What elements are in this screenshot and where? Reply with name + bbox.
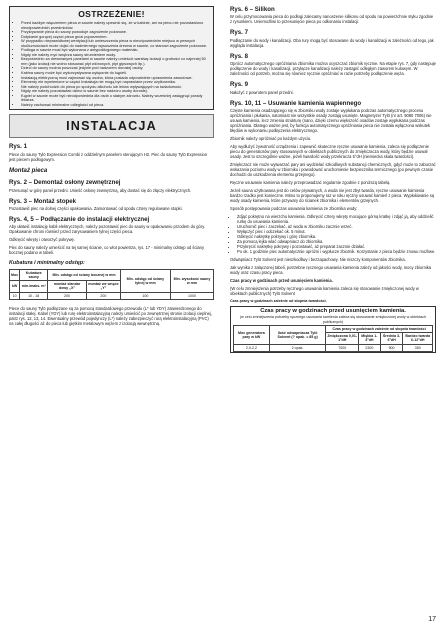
czas-table — [233, 325, 433, 352]
left-column — [9, 6, 214, 329]
rys45-text1: Aby ułatwić instalację kabli elektrycznych, należy pozostawić piec do sauny w opakowaniu przodem do góry. Opakowanie chroni również przed zarysowaniem tylnej części pieca. — [9, 224, 206, 235]
rys45-heading: Rys. 4, 5 – Podłączanie do instalacji elektrycznej — [9, 216, 150, 224]
rys9-heading: Rys. 9 — [230, 81, 248, 89]
table-header-sciana-tylna: Min. odstęp od ściany tylnej w mm — [120, 269, 170, 292]
rys1-text: Piece do sauny Tylö Expression Combi z oddzielnym panelem sterującym H2. Piec do sauny Tylö Expression jest piecem podłogowym. — [9, 151, 208, 162]
czas-cell: 7000 — [326, 344, 359, 351]
warning-list — [14, 21, 209, 107]
rys8-heading: Rys. 8 — [230, 52, 248, 60]
method-step: • Zdjąć pokrętno na wierzchu kamienia. Odkręcić cztery wkręty mocujące górną kratkę i zdjąć ją, aby oddzielić rurkę do usuwania kamienia. — [237, 214, 436, 224]
czas-cell: 2,0-2,2 — [234, 344, 270, 351]
rys1011-heading: Rys. 10, 11 – Usuwanie kamienia wapiennego — [230, 99, 362, 107]
czas-sub-twarda: Bardzo twarda 6-12°dH — [403, 333, 433, 344]
method-step: • Przykręcić nakrętkę pokrywy i pozostawić, aż preparat zacznie działać. — [237, 244, 436, 249]
czas-text: (W celu zmniejszenia potrzeby ręcznego usuwania kamienia zaleca się stosowanie zmiękczonej wody w obiektach publicznych) Tylö Solvent — [230, 286, 419, 297]
table-cell: 200 — [86, 292, 120, 299]
rys6-heading: Rys. 6 – Silikon — [230, 6, 275, 13]
czas-cell: 2300 — [359, 344, 381, 351]
method-step: • Uruchomić piec i zaczekać, aż woda w zbiorniku zacznie wrzeć. — [237, 224, 436, 229]
warning-item: • Bezpośrednio za drewnianymi panelami w saunie należy umieścić warstwę izolacji o grubości co najmniej 50 mm (jako izolacji nie wolno stosować płyt wiórowych, płyt gipsowych itp.). — [21, 57, 209, 66]
czas-header-ilosc: Ilość odwapniacza Tylö Solvent (? opak. = 85 g) — [269, 326, 325, 345]
rys2-text: Przesunąć w górę panel przedni. Unieść osłonę zewnętrzną, aby dostać się do złączy elektrycznych. — [9, 187, 192, 193]
czas-title: Czas pracy w godzinach przed usunięciem kamienia. — [230, 278, 333, 284]
method-step: • Za pomocą lejka wlać odwapniacz do zbiornika. — [237, 239, 436, 244]
warning-item: • Nie należy podchodzić do pieca po spożyciu alkoholu lub leków wpływających na świadomość. — [21, 85, 209, 90]
warning-item: • Przed każdym włączeniem pieca w saunie należy upewnić się, że w kabinie, ani na piecu nie pozostawiono nieodpowiednich przedmiotów. — [21, 21, 209, 30]
installation-bottom-text: Piece do sauny Tylö podłączane są za pomocą standardowego przewodu (L* lub YDY) zatwierdzonego do instalacji stałej. Kabel (YDY) lub rurę elektroinstalacyjną należy umieścić po zewnętrznej stronie izolacji cieplnej, patrz rys. 12, 13, 14. Ewentualny przewód pojedynczy (L*) należy zabezpieczyć rurą elektroinstalacyjną (PVC) na całej długości aż do pieca lub giętkim metalowym wężem z izolacją wewnętrzną. — [9, 305, 212, 326]
table-header-kubatura: Kubatura sauny — [20, 269, 48, 280]
solvent-text: Odwapniacz Tylö Solvent jest nieszkodliwy i bezzapachowy. Nie niszczy komponentów zbiornika. — [230, 257, 406, 263]
rys7-text: Podłączanie do wody i kanalizacji. Oba rury mogą być stosowane do wody i kanalizacji w zależności od tego, jak wygląda instalacja. — [230, 37, 434, 48]
method-step: • Wyłączyć piec i odczekać ok. 5 minut. — [237, 229, 436, 234]
czas-sub-zmiekczona: Zmiękczona 0,01-1°dH — [327, 334, 358, 343]
warning-item: • Nigdy nie należy pozostawiać dzieci w saunie bez nadzoru osoby dorosłej. — [21, 89, 209, 94]
method-step: • Po ok. 1 godzinie piec automatycznie opróżni i wypłucze zbiornik. Korzystanie z pieca będzie znowu możliwe. — [237, 249, 436, 254]
czas-sub-miekka: Miękka 1-3°dH — [359, 333, 381, 344]
table-cell: 10 — [10, 292, 20, 299]
rys1011-text2: Zbiornik należy opróżniać po każdym użyciu. — [230, 136, 312, 142]
table-cell: 200 — [48, 292, 87, 299]
warning-item: • Dzieci do sauny można puszczać jedynie pod nadzorem dorosłej osoby. — [21, 66, 209, 71]
warning-item: • Dotykanie gorącej części pieca grozi poparzeniem. — [21, 35, 209, 40]
rys9-text: Nałożyć z powrotem panel przedni. — [230, 89, 294, 95]
warning-item: • W przypadku nieprawidłowej wentylacji lub umieszczenia pieca w nieodpowiednim miejscu w pewnych okolicznościach może dojść do nadmiernego wysuszenia drewna w saunie, co stanowi zagrożenie pożarowe. — [21, 39, 209, 48]
table-cell: 1000 — [170, 292, 213, 299]
warning-item: • Kabina sauny może być wykorzystywana wyłącznie do kąpieli. — [21, 71, 209, 76]
table-header-sciana-boczna: Min. odstęp od ściany bocznej w mm — [48, 269, 121, 280]
rys1011-text3: Aby wydłużyć żywotność urządzenia i zapewnić skuteczne ręczne usuwanie kamienia, zaleca się podłączenie piecu do generatorów pary stosowanych w obiektach publicznych do zmiękczacza wody, który będzie usuwał osady. Jest to szczególnie ważne, jeżeli twardość wody przekracza 5°dH (niemiecka skala twardości). — [230, 144, 429, 160]
table-heading: Kubatura i minimalny odstęp: — [9, 260, 85, 267]
method-list — [230, 214, 436, 254]
czas-header-czas: Czas pracy w godzinach zależnie od stopnia twardości — [326, 326, 433, 333]
rys6-text: W celu przymocowania pieca do podłogi zalecamy nanoszenie silikonu od spodu na powierzchnie styku zgodnie z rysunkiem. Uniemożliwi to przesunięcie pieca po odkonaniu instalacji. — [230, 14, 434, 25]
rys7-heading: Rys. 7 — [230, 29, 248, 37]
table-cell: 100 — [120, 292, 170, 299]
rys3-heading: Rys. 3 – Montaż stopek — [9, 197, 77, 205]
box-header-small: Czas pracy w godzinach zależnie od stopnia twardości. — [230, 299, 327, 304]
montaz-heading: Montaż pieca — [9, 166, 48, 174]
rys2-heading: Rys. 2 – Demontaż osłony zewnętrznej — [9, 179, 121, 187]
warning-item: • Przykrywanie pieca do sauny powoduje zagrożenie pożarowe. — [21, 30, 209, 35]
rys1011-text5: Ręczne usuwanie kamienia należy przeprowadzać regularnie zgodnie z poniższą tabelą. — [230, 180, 391, 186]
rys3-text: Pozostawić piec na dolnej części opakowania. Zamontować od spodu cztery regulowane stopki. — [9, 206, 183, 212]
table-sub-m3: min./maks. m³ — [20, 281, 48, 292]
method-step: • Odkręcić nakrętkę pokrywy i górę zbiornika. — [237, 234, 436, 239]
czas-box — [230, 306, 436, 352]
czas-cell: 2 opak. — [269, 344, 325, 351]
czas-cell: 350 — [403, 344, 433, 351]
warning-box — [9, 6, 214, 110]
kubatura-table — [9, 269, 214, 300]
warning-item: • Podłoga w saunie musi być wykonana z antypoślizgowego materiału. — [21, 48, 209, 53]
czas-header-moc: Moc generatora pary w kW — [234, 326, 270, 345]
table-sub-kw: kW — [10, 281, 20, 292]
method-intro: Sposób postępowania podczas usuwania kamienia ze zbiornika wody: — [230, 206, 358, 212]
rys1011-text4: Zmiękczacz nie może wytwarzać pary ani wydzielać szkodliwych substancji chemicznych, gdyż może to zaburzać wskazania poziomu wody w zbiorniku i powodować uruchomienie bezpiecznika termicznego (po pewnym czasie dochodzi do uszkodzenia elementu grzejnego). — [230, 162, 436, 178]
table-sub-y: montaż we wnęce „Y" — [88, 282, 119, 291]
czas-cell: 900 — [380, 344, 403, 351]
warning-item: • Instalacją elektryczną musi zajmować się osoba, która posiada odpowiednie uprawnienia zawodowe. — [21, 76, 209, 81]
warning-item: • Należy zachować minimalne odległości od pieca. — [21, 103, 209, 108]
instalacja-banner: INSTALACJA — [9, 114, 214, 138]
rys45-text3: Piec do sauny należy umieścić na tej samej ścianie, co wlot powietrza, rys. 17 - minimalny odstęp od ściany bocznej podano w tabeli. — [9, 245, 204, 256]
rys8-text: Oprócz automatycznego opróżniania zbiornika można ocyszczać zbiornik ręcznie. Na etapie rys. 7, gdy następuje podłączenie do wody i kanalizacji, przyłącze kanalizacji należy zastąpić odległym zaworem kulowym. W zależności od potrzeb, można się równiez ręcznie opróżniać w razie potrzeby podłączenie węża. — [230, 61, 436, 77]
dose-text: Jak wynika z załączonej tabeli, potrzebne ręcznego usuwania kamienia zależy od jakości wody, mocy zbiornika wody oraz czasu pracy pieca. — [230, 265, 432, 276]
czas-sub-srednia: Średnia 3-6°dH — [380, 333, 403, 344]
table-header-wysokosc: Min. wysokość sauny w mm — [170, 269, 213, 292]
table-header-moc: Moc — [10, 269, 20, 280]
page-number: 17 — [428, 616, 436, 623]
rys1011-text6: Jeżeli sauna użytkowana jest do celów prywatnych, a woda nie jest zbyt twarda, ręczne usuwanie kamienia bardzo rzadko jest konieczne. Mimo to proponujemy raz w roku ręczny usuwać kamień z pieca. Wypłukiwanie są wody osady kamienia, które przywary do ścianek zbiornika i elementów grzejnych. — [230, 188, 435, 204]
rys1011-text1: Częste kamienia osadzającego się w zbiorniku wody zostaje wypłukana podczas automatycznego procesu opróżniania i płukania, natomiast nie wszystkie osady zostają usunięte. Magnetyzer Tylö (nr art. 9080 7006) nie usuwa kamienia, lecz zmienia strukturę (nano, dzięki czemu większość osadów zostaje wypłukana podczas opróżniania. Dlatego ważne jest, by funkcja automatycznego opróżniania pieca nie została wyłączona wskutek błędów w wykonaniu podłączenia elektrycznego. — [230, 108, 432, 134]
warning-item: • Elementy nie wymienione w części Instalacja nie mogą być naprawiane przez użytkownika. — [21, 80, 209, 85]
table-sub-x: montaż standar dowy „X" — [48, 281, 87, 292]
box-sub: (w celu zmniejszenia potrzeby ręcznego usuwania kamienia zaleca się stosowanie zmiękczonej wody w obiektach publicznych) — [239, 315, 427, 324]
warning-item: • Nigdy nie należy myć wnętrza sauny strumieniem wody. — [21, 53, 209, 58]
box-title: Czas pracy w godzinach przed usunięciem kamienia. — [260, 308, 406, 315]
table-cell: 10 - 18 — [20, 292, 48, 299]
right-column — [230, 6, 436, 353]
rys45-text2: Odkręcić wkręty i otworzyć pokrywę. — [9, 237, 75, 243]
warning-item: • Kąpiel w saunie może być nieodpowiednia dla osób o słabym zdrowiu. Należy wcześniej zasięgnąć porady lekarza. — [21, 94, 209, 103]
warning-title: OSTRZEŻENIE! — [78, 9, 145, 19]
rys1-heading: Rys. 1 — [9, 143, 27, 151]
